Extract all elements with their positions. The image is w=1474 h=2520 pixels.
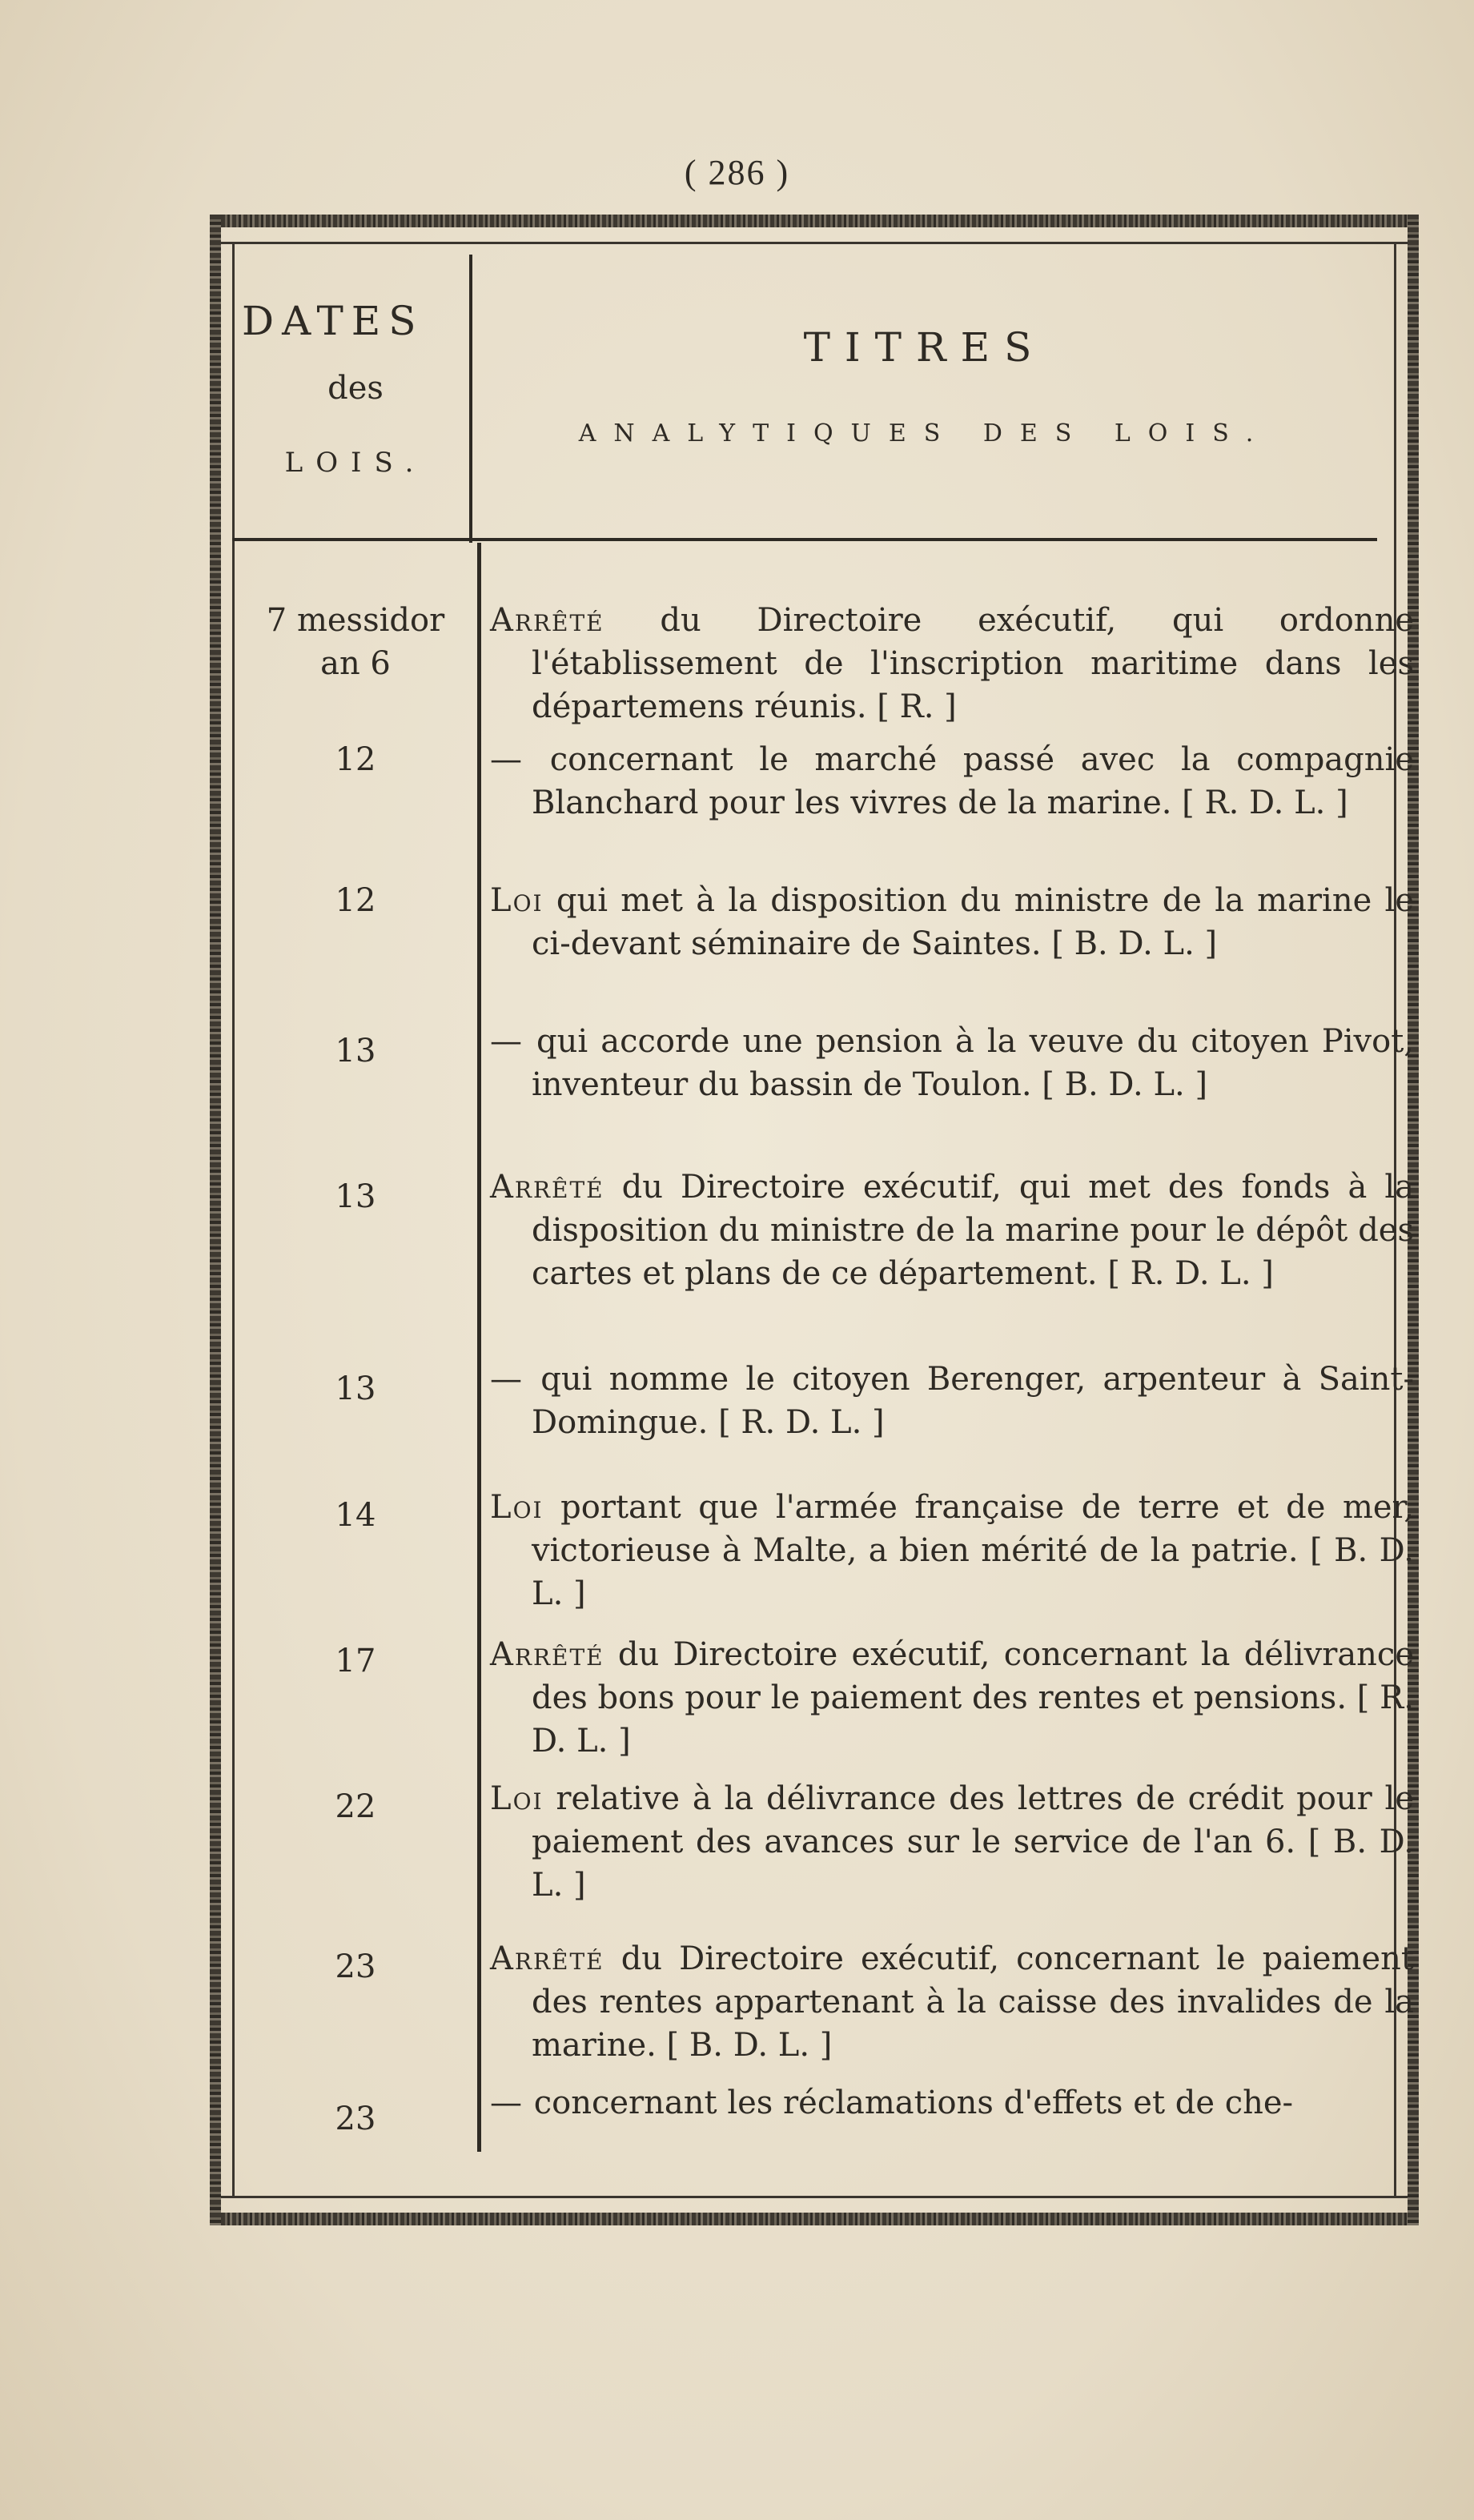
header-dates-lois: LOIS. [284, 447, 427, 479]
entry-text: du Directoire exécutif, qui ordonne l'établissement de l'inscription maritime dans les départemens réunis. [ R. ] [532, 602, 1414, 725]
body-column-divider [477, 543, 481, 2152]
entry-date: 13 [335, 1033, 376, 1069]
entry-date: 7 messidor an 6 [266, 602, 445, 682]
entry-title [490, 1937, 1414, 2067]
header-dates-subtitle: des [327, 370, 384, 407]
entry-text: du Directoire exécutif, qui met des fonds à la disposition du ministre de la marine pour le dépôt des cartes et plans de ce département. [ R. D. L. ] [532, 1169, 1414, 1292]
entry-date: 14 [335, 1497, 376, 1534]
frame-inner-rule-left [232, 242, 235, 2198]
frame-inner-rule-top [221, 242, 1408, 244]
entry-date: 23 [335, 1948, 376, 1985]
entry-text: du Directoire exécutif, concernant le paiement des rentes appartenant à la caisse des invalides de la marine. [ B. D. L. ] [532, 1940, 1414, 2064]
entry-text: concernant le marché passé avec la compagnie Blanchard pour les vivres de la marine. [ R. D. L. ] [524, 741, 1414, 821]
entry-text: portant que l'armée française de terre et de mer, victorieuse à Malte, a bien mérité de la patrie. [ B. D. L. ] [532, 1489, 1414, 1612]
entry-date: 12 [335, 882, 376, 919]
frame-inner-rule-bottom [221, 2196, 1408, 2198]
header-rule [232, 538, 1377, 541]
frame-border-top [210, 215, 1419, 227]
header-titres-title: TITRES [803, 324, 1046, 371]
entry-lead-word: Loi [490, 1780, 544, 1817]
entry-title [490, 1020, 1414, 1106]
entry-date: 13 [335, 1178, 376, 1215]
entry-title [490, 1486, 1414, 1615]
entry-title [490, 599, 1414, 728]
entry-lead-word: Loi [490, 1489, 544, 1526]
entry-lead-word: — [490, 1361, 524, 1398]
entry-date: 22 [335, 1788, 376, 1825]
entry-date: 17 [335, 1643, 376, 1679]
entry-lead-word: — [490, 741, 524, 778]
entry-text: concernant les réclamations d'effets et de che- [524, 2085, 1294, 2121]
entry-lead-word: Arrêté [490, 1636, 604, 1673]
entry-lead-word: — [490, 1023, 524, 1060]
entry-text: du Directoire exécutif, concernant la délivrance des bons pour le paiement des rentes et pensions. [ R. D. L. ] [532, 1636, 1414, 1760]
entry-date: 13 [335, 1370, 376, 1407]
entry-date: 12 [335, 741, 376, 778]
entry-date: 23 [335, 2101, 376, 2137]
entry-title [490, 738, 1414, 825]
frame-border-left [210, 215, 221, 2225]
entry-text: qui accorde une pension à la veuve du citoyen Pivot, inventeur du bassin de Toulon. [ B. D. L. ] [524, 1023, 1414, 1103]
header-titres-subtitle: ANALYTIQUES DES LOIS. [578, 419, 1271, 447]
entry-title [490, 2081, 1414, 2125]
entry-lead-word: Arrêté [490, 1940, 604, 1977]
entry-title [490, 879, 1414, 965]
header-column-divider [469, 255, 472, 543]
entry-title [490, 1166, 1414, 1295]
page-number: ( 286 ) [684, 153, 790, 192]
entry-text: relative à la délivrance des lettres de crédit pour le paiement des avances sur le service de l'an 6. [ B. D. L. ] [532, 1780, 1414, 1904]
entry-title [490, 1358, 1414, 1444]
entry-title [490, 1633, 1414, 1763]
frame-border-bottom [210, 2213, 1419, 2225]
entry-title [490, 1777, 1414, 1907]
header-dates-title: DATES [242, 298, 424, 344]
entry-lead-word: Arrêté [490, 602, 604, 639]
entry-text: qui nomme le citoyen Berenger, arpenteur à Saint-Domingue. [ R. D. L. ] [524, 1361, 1414, 1441]
entry-lead-word: Arrêté [490, 1169, 604, 1206]
entry-text: qui met à la disposition du ministre de la marine le ci-devant séminaire de Saintes. [ B. D. L. ] [532, 882, 1414, 962]
entry-lead-word: Loi [490, 882, 544, 919]
entry-lead-word: — [490, 2085, 524, 2121]
